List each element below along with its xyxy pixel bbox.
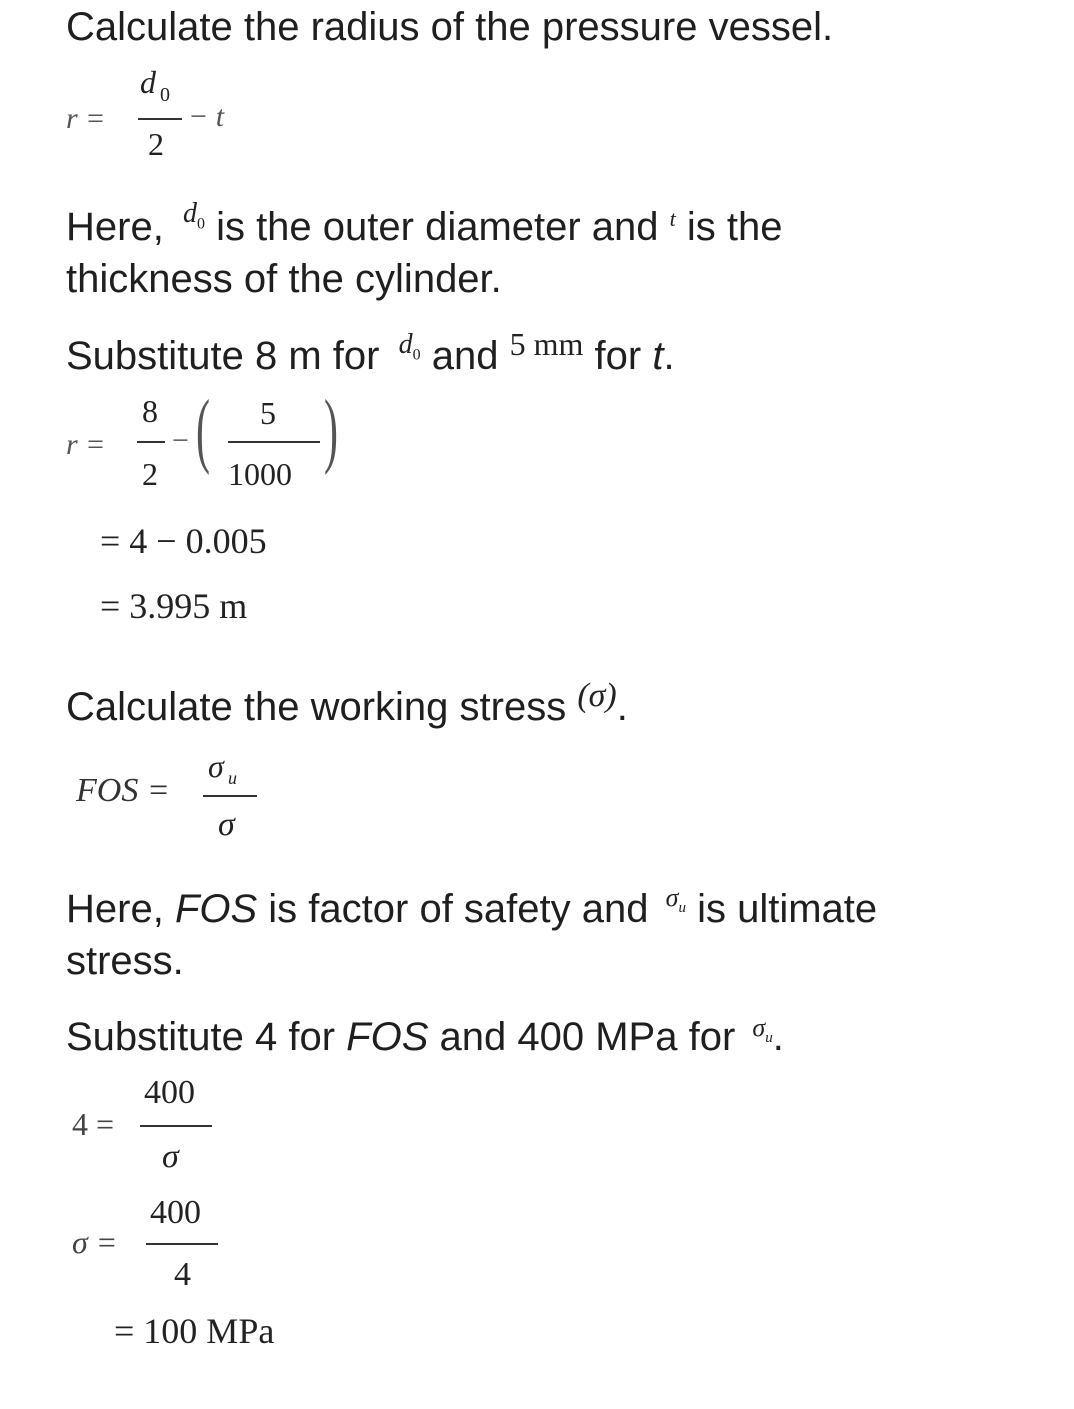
step2-substitute [66, 1015, 784, 1061]
step2-explanation-line2: stress. [66, 939, 184, 983]
radius-formula-num: d [140, 64, 156, 100]
step2-subst-fos: FOS [346, 1015, 429, 1059]
calc1-num: 8 [142, 393, 158, 429]
step2-explanation-line1 [66, 883, 878, 933]
calc1-pden: 1000 [228, 456, 292, 492]
radius-calc-line2: = 4 − 0.005 [100, 521, 267, 561]
radius-formula-lhs: r = [66, 102, 106, 135]
calc1-paren-bar [228, 441, 320, 443]
step2-subst-mid: and 400 MPa for [439, 1015, 736, 1059]
expl-symbol-t: t [669, 206, 676, 231]
radius-formula-num-sub: 0 [160, 84, 170, 106]
fos-formula-bar [203, 795, 257, 797]
stress-calc1-den: σ [162, 1138, 179, 1175]
stress-calc1-lhs: 4 = [72, 1106, 115, 1142]
step2-expl-tail: is ultimate [697, 887, 878, 931]
stress-calc2-lhs: σ = [72, 1224, 118, 1260]
step2-heading-end: . [616, 685, 628, 729]
fos-formula-den: σ [218, 806, 235, 843]
expl-symbol: d0 [182, 198, 205, 233]
fos-formula-num-sub: u [228, 768, 237, 788]
step1-heading: Calculate the radius of the pressure vessel. [66, 5, 834, 49]
calc1-den: 2 [142, 456, 158, 492]
radius-calc-line3: = 3.995 m [100, 586, 248, 626]
expl-mid: is the outer diameter and [216, 205, 659, 249]
step2-expl-fos: FOS [174, 887, 258, 931]
calc1-left-paren: ( [196, 383, 210, 476]
step2-subst-end: . [772, 1015, 784, 1059]
calc1-minus: − [172, 424, 189, 457]
subst-value: 5 mm [509, 326, 584, 362]
step2-expl-mid: is factor of safety and [268, 887, 649, 931]
stress-calc-line3: = 100 MPa [114, 1311, 275, 1351]
calc1-pnum: 5 [260, 395, 276, 431]
stress-calc2-bar [146, 1243, 218, 1245]
step2-heading [66, 677, 628, 730]
expl-tail: is the [686, 205, 783, 249]
subst-tail-var: t [652, 334, 664, 378]
step2-expl-symbol: σu [665, 883, 686, 917]
subst-end: . [663, 334, 675, 378]
step2-expl-prefix: Here, [66, 887, 164, 931]
expl-prefix: Here, [66, 205, 164, 249]
fos-formula-num: σ [208, 748, 224, 784]
step1-explanation-line1 [66, 198, 783, 252]
stress-calc1-num: 400 [144, 1074, 195, 1111]
radius-formula-bar [138, 118, 182, 120]
radius-formula-den: 2 [148, 126, 164, 162]
stress-calc2-num: 400 [150, 1194, 201, 1231]
subst-symbol: d0 [398, 329, 421, 364]
stress-calc1-bar [140, 1125, 212, 1127]
step2-heading-text: Calculate the working stress [66, 685, 567, 729]
step2-heading-symbol: (σ) [577, 677, 617, 714]
subst-and: and [431, 334, 499, 378]
step1-explanation-line2: thickness of the cylinder. [66, 257, 502, 301]
calc1-right-paren: ) [324, 383, 338, 476]
calc1-lhs: r = [66, 428, 106, 461]
step2-subst-symbol: σu [752, 1013, 773, 1047]
stress-calc2-den: 4 [174, 1256, 191, 1293]
step2-subst-prefix: Substitute 4 for [66, 1015, 336, 1059]
subst-prefix: Substitute 8 m for [66, 334, 380, 378]
radius-formula-tail: − t [188, 100, 225, 133]
fos-formula-lhs: FOS = [76, 772, 170, 809]
step1-substitute [66, 326, 675, 381]
calc1-bar [137, 441, 165, 443]
subst-tail: for [594, 334, 642, 378]
